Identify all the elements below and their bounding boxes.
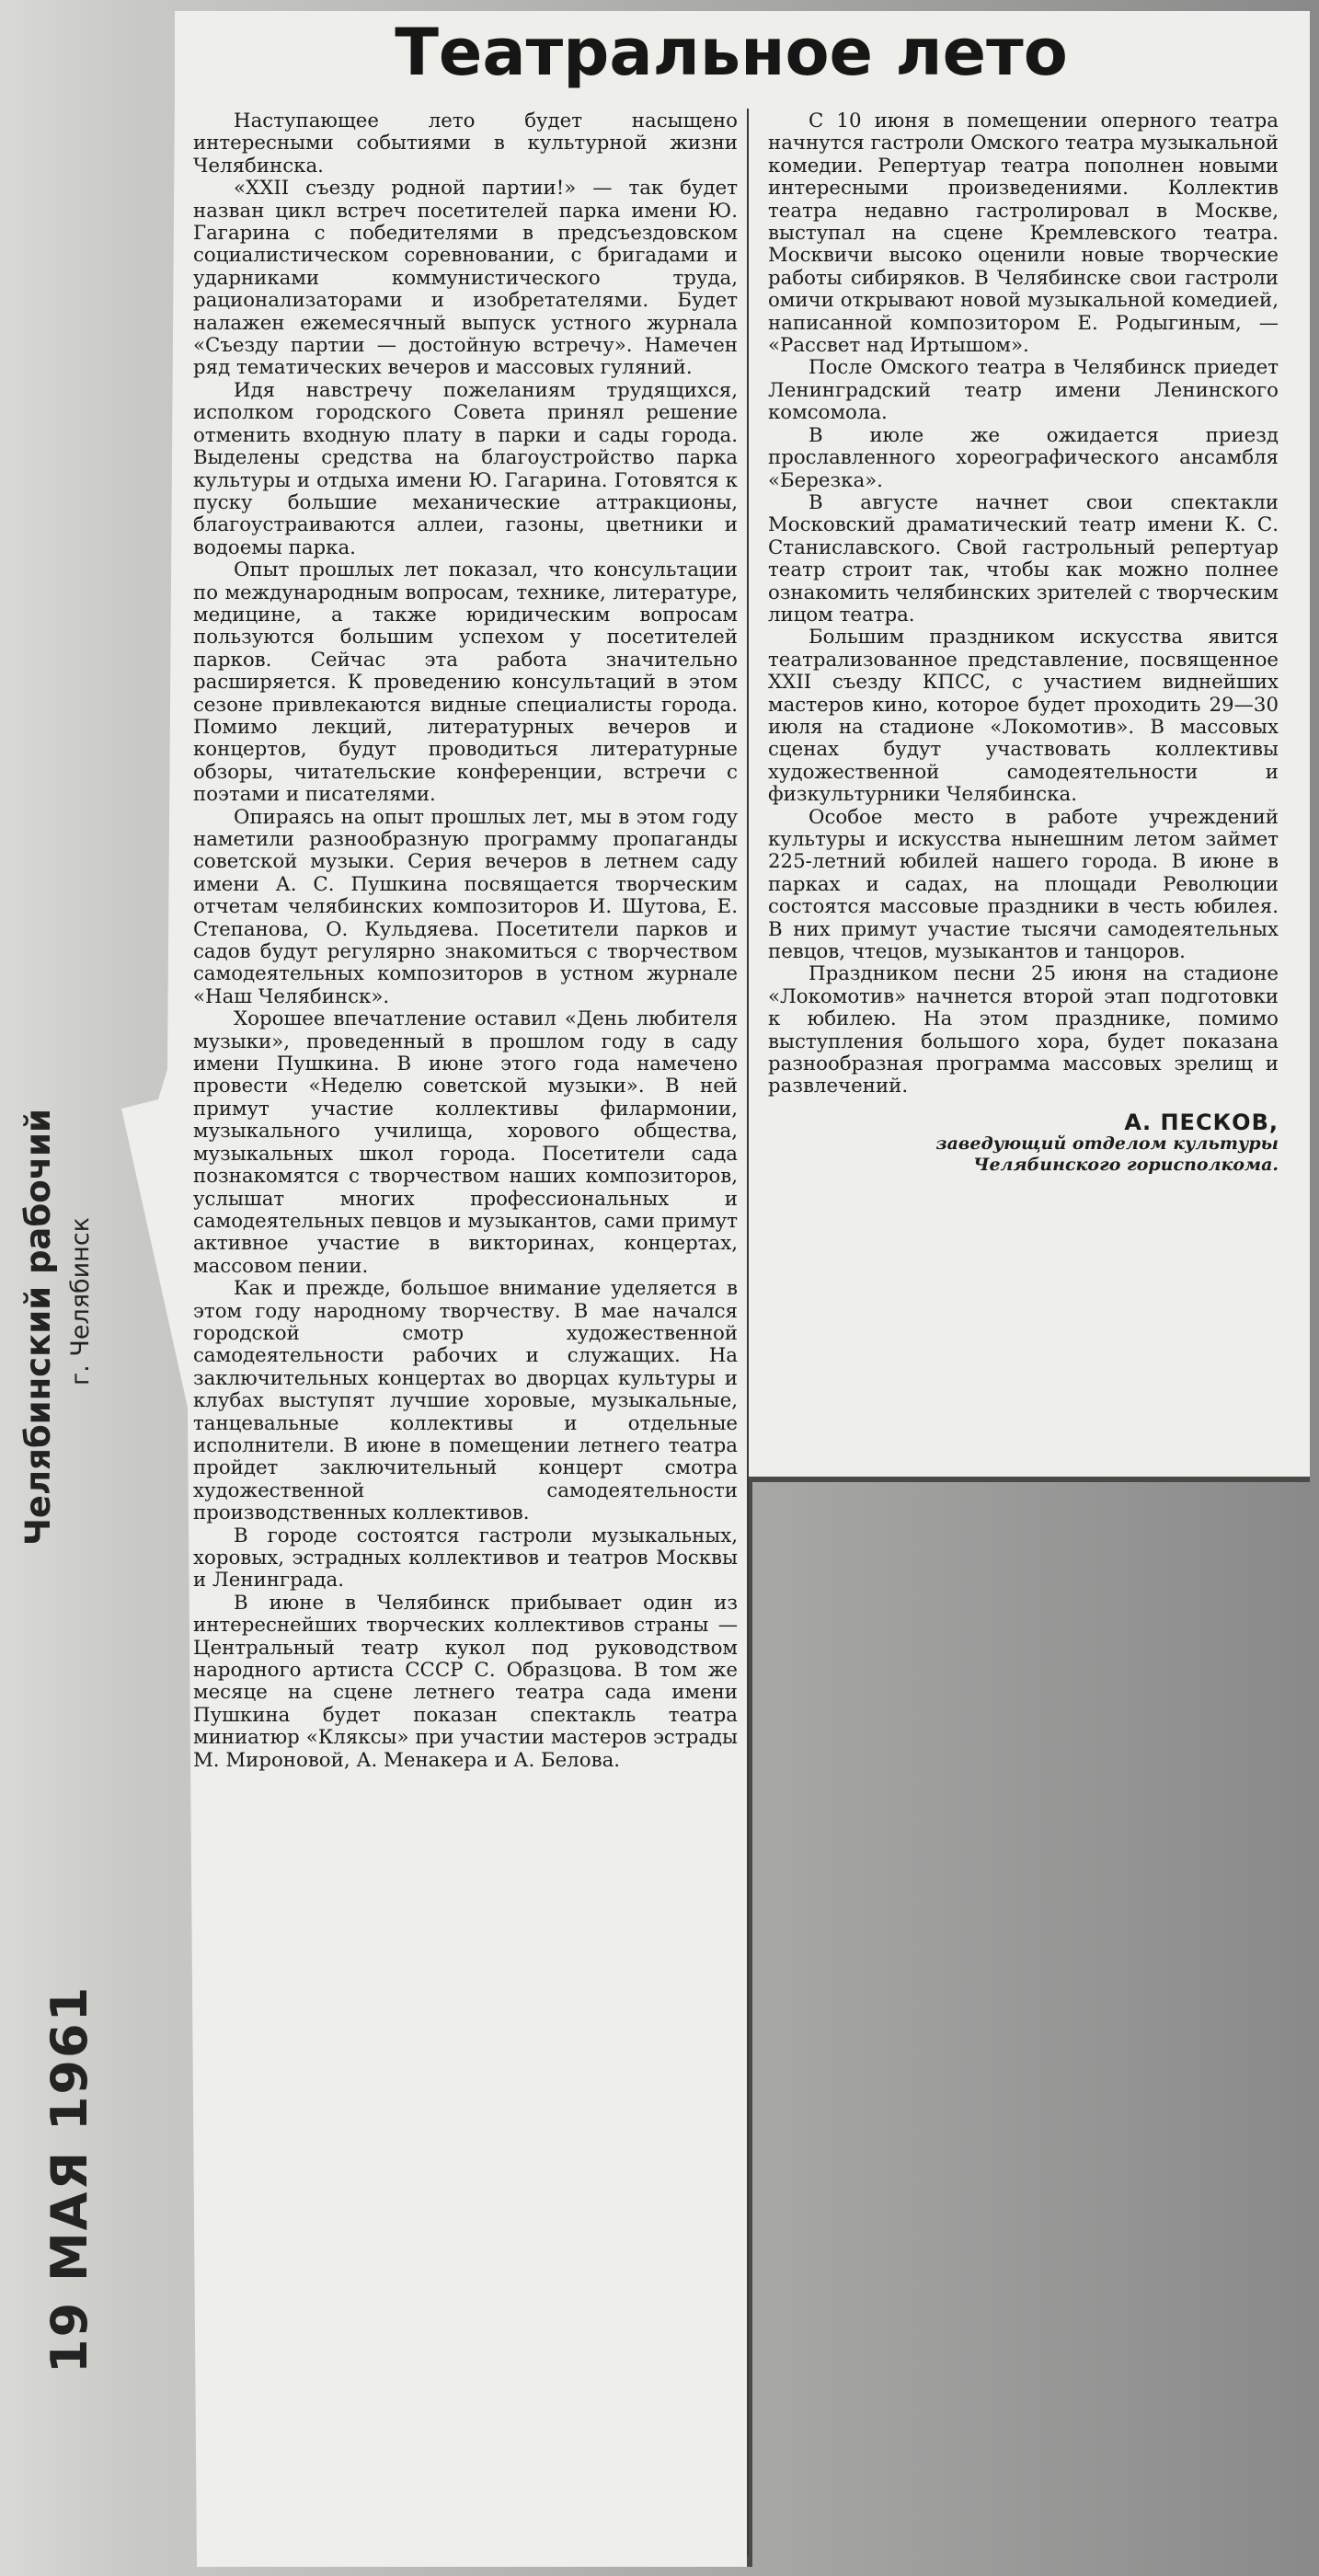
article-left-column bbox=[193, 110, 738, 1772]
article-paragraph: Как и прежде, большое внимание уделяется в этом году народному творчеству. В мае начался городской смотр художественной самодеятельности рабочих и служащих. На заключительных концертах во дворцах культуры и клубах выступят лучшие хоровые, музыкальные, танцевальные коллективы и отдельные исполнители. В июне в помещении летнего театра пройдет заключительный концерт смотра художественной самодеятельности производственных коллективов. bbox=[193, 1277, 738, 1525]
author-position-line1: заведующий отделом культуры bbox=[935, 1133, 1279, 1155]
article-paragraph: Идя навстречу пожеланиям трудящихся, исполком городского Совета принял решение отменить входную плату в парки и сады города. Выделены средства на благоустройство парка культуры и отдыха имени Ю. Гагарина. Готовятся к пуску большие механические аттракционы, благоустраиваются аллеи, газоны, цветники и водоемы парка. bbox=[193, 378, 738, 559]
article-paragraph: В городе состоятся гастроли музыкальных, хоровых, эстрадных коллективов и театров Москвы и Ленинграда. bbox=[193, 1524, 738, 1593]
article-paragraph: Праздником песни 25 июня на стадионе «Локомотив» начнется второй этап подготовки к юбилею. На этом празднике, помимо выступления большого хора, будет показана разнообразная программа массовых зрелищ и развлечений. bbox=[768, 962, 1279, 1098]
article-paragraph: Наступающее лето будет насыщено интересными событиями в культурной жизни Челябинска. bbox=[193, 109, 738, 178]
author-name: А. ПЕСКОВ, bbox=[1124, 1109, 1279, 1135]
article-paragraph: После Омского театра в Челябинск приедет Ленинградский театр имени Ленинского комсомола. bbox=[768, 356, 1279, 425]
newspaper-name-stamp: Челябинский рабочий bbox=[18, 1109, 58, 1546]
date-stamp: 19 МАЯ 1961 bbox=[40, 1984, 98, 2374]
article-title: Театральное лето bbox=[395, 15, 1068, 90]
newspaper-city-stamp: г. Челябинск bbox=[66, 1217, 95, 1386]
article-paragraph: С 10 июня в помещении оперного театра начнутся гастроли Омского театра музыкальной комедии. Репертуар театра пополнен новыми интересными произведениями. Коллектив театра недавно гастролировал в Москве, выступал на сцене Кремлевского театра. Москвичи высоко оценили новые творческие работы сибиряков. В Челябинске свои гастроли омичи открывают новой музыкальной комедией, написанной композитором Е. Родыгиным, — «Рассвет над Иртышом». bbox=[768, 109, 1279, 358]
article-paragraph: «XXII съезду родной партии!» — так будет назван цикл встреч посетителей парка имени Ю. Гагарина с победителями в предсъездовском социалистическом соревновании, с бригадами и ударниками коммунистического труда, рационализаторами и изобретателями. Будет налажен ежемесячный выпуск устного журнала «Съезду партии — достойную встречу». Намечен ряд тематических вечеров и массовых гуляний. bbox=[193, 177, 738, 380]
clipping-shadow bbox=[747, 1477, 1310, 2567]
article-paragraph: В августе начнет свои спектакли Московский драматический театр имени К. С. Станиславского. Свой гастрольный репертуар театр строит так, чтобы как можно полнее ознакомить челябинских зрителей с творческим лицом театра. bbox=[768, 490, 1279, 627]
article-paragraph: В июне в Челябинск прибывает один из интереснейших творческих коллективов страны — Центральный театр кукол под руководством народного артиста СССР С. Образцова. В том же месяце на сцене летнего театра сада имени Пушкина будет показан спектакль театра миниатюр «Кляксы» при участии мастеров эстрады М. Мироновой, А. Менакера и А. Белова. bbox=[193, 1591, 738, 1772]
article-paragraph: Хорошее впечатление оставил «День любителя музыки», проведенный в прошлом году в саду имени Пушкина. В июне этого года намечено провести «Неделю советской музыки». В ней примут участие коллективы филармонии, музыкального училища, хорового общества, музыкальных школ города. Посетители сада познакомятся с творчеством наших композиторов, услышат многих профессиональных и самодеятельных певцов и музыкантов, сами примут активное участие в викторинах, концертах, массовом пении. bbox=[193, 1007, 738, 1278]
article-paragraph: Большим праздником искусства явится театрализованное представление, посвященное XXII съезду КПСС, с участием виднейших мастеров кино, которое будет проходить 29—30 июля на стадионе «Локомотив». В массовых сценах будут участвовать коллективы художественной самодеятельности и физкультурники Челябинска. bbox=[768, 626, 1279, 807]
article-paragraph: Опираясь на опыт прошлых лет, мы в этом году наметили разнообразную программу пропаганды советской музыки. Серия вечеров в летнем саду имени А. С. Пушкина посвящается творческим отчетам челябинских композиторов И. Шутова, Е. Степанова, О. Кульдяева. Посетители парков и садов будут регулярно знакомиться с творчеством самодеятельных композиторов в устном журнале «Наш Челябинск». bbox=[193, 805, 738, 1008]
article-right-column bbox=[768, 110, 1279, 1176]
article-paragraph: В июле же ожидается приезд прославленного хореографического ансамбля «Березка». bbox=[768, 423, 1279, 492]
article-paragraph: Опыт прошлых лет показал, что консультации по международным вопросам, технике, литературе, медицине, а также юридическим вопросам пользуются большим успехом у посетителей парков. Сейчас эта работа значительно расширяется. К проведению консультаций в этом сезоне привлекаются видные специалисты города. Помимо лекций, литературных вечеров и концертов, будут проводиться литературные обзоры, читательские конференции, встречи с поэтами и писателями. bbox=[193, 558, 738, 807]
article-signature bbox=[768, 1111, 1279, 1176]
article-paragraph: Особое место в работе учреждений культуры и искусства нынешним летом займет 225-летний юбилей нашего города. В июне в парках и садах, на площади Революции состоятся массовые праздники в честь юбилея. В них примут участие тысячи самодеятельных певцов, чтецов, музыкантов и танцоров. bbox=[768, 805, 1279, 964]
author-position-line2: Челябинского горисполкома. bbox=[973, 1155, 1279, 1176]
column-divider bbox=[747, 109, 749, 2556]
